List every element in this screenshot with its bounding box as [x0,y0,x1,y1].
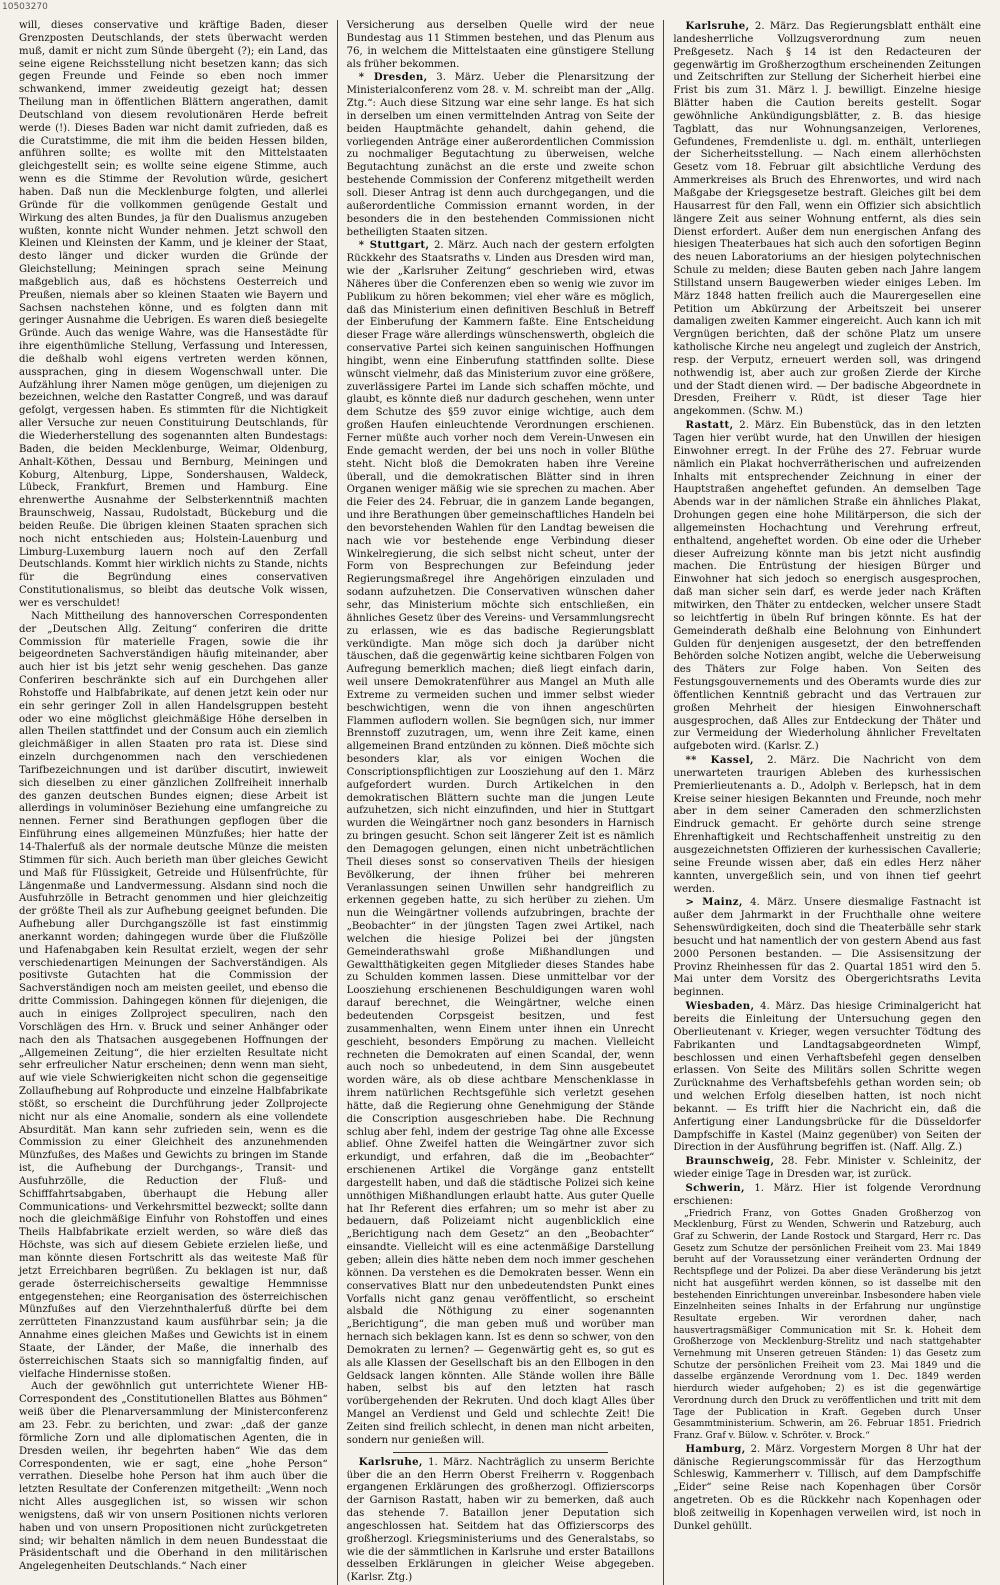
article-body: 28. Febr. Minister v. Schleinitz, der wieder einige Tage in Dresden war, ist zurück. [673,1156,981,1181]
article-body: 4. März. Unsere diesmalige Fastnacht ist außer dem Jahrmarkt in der Fruchthalle ohne weitere Sehenswürdigkeiten, doch sind die Theaterbälle sehr stark besucht und hat namentlich der von gestern Abend aus fast 2000 Personen bestanden. — Die Assisensitzung der Provinz Rheinhessen für das 2. Quartal 1851 wird den 5. Mai unter dem Vorsitz des Obergerichtsraths Levita beginnen. [673,897,981,999]
article-body: 4. März. Das hiesige Criminalgericht hat bereits die Einleitung der Untersuchung gegen den Oberlieutenant v. Krieger, wegen versuchter Tödtung des Fabrikanten und Landtagsabgeordneten Wimpf, beschlossen und einen Verhaftsbefehl gegen denselben erlassen. Von Seite des Militärs sollen Schritte wegen Zurücknahme des Verhaftsbefehls gethan worden sein; ob und welchen Erfolg dieselben hatten, ist noch nicht bekannt. — Es trifft hier die Nachricht ein, daß die Anfertigung einer Landungsbrücke für die Düsseldorfer Dampfschiffe in Kastel (Mainz gegenüber) von Seiten der Direction in der Ausführung begriffen ist. (Naff. Allg. Z.) [673,1001,981,1154]
news-article [673,1444,981,1534]
article-columns [10,8,990,1584]
page-number: 10503270 [2,2,48,12]
article-body: 2. März. Auch nach der gestern erfolgten Rückkehr des Staatsraths v. Linden aus Dresden wird man, wie der „Karlsruher Zeitung“ geschrieben wird, etwas Näheres über die Conferenzen eben so wenig wie zuvor im Publikum zu hören bekommen; viel eher wäre es möglich, daß das Ministerium einen definitiven Beschluß in Betreff der Einberufung der Kammern faßte. Eine Entscheidung dieser Frage wäre allerdings wünschenswerth, obgleich die conservative Partei sich keinen sanguinischen Hoffnungen hingibt, wenn eine Einberufung stattfinden sollte. Diese wünscht vielmehr, daß das Ministerium zuvor eine größere, zuverlässigere Partei im Lande sich schaffen möchte, und glaubt, es könnte dieß nur dadurch geschehen, wenn unter dem Schutze des §59 zuvor einige wichtige, auch dem großen Haufen einleuchtende Verordnungen erschienen. Ferner müßte auch vorher noch dem Verein-Unwesen ein Ende gemacht werden, der bei uns noch in voller Blüthe steht. Nicht bloß die Demokraten haben ihre Vereine überall, und die demokratischen Blätter sind in ihren Organen weniger mäßig wie sie sprechen zu machen. Aber die Feier des 24. Februar, die in ganzem Lande begangen, und ihre Berathungen über gemeinschaftliches Handeln bei den bevorstehenden Wahlen für den Landtag beweisen die nach wie vor bestehende enge Verbindung dieser Winkelregierung, die sich selbst nicht scheut, unter der Form von Besprechungen zur Befeindung jeder Regierungsmaßregel ihre Angehörigen einzuladen und sodann aufzuhetzen. Die Conservativen wünschen daher sehr, das Ministerium möchte sich entschließen, ein ähnliches Gesetz über des Vereins- und Versammlungsrecht zu erlassen, wie es das badische Regierungsblatt verkündigte. Man möge sich doch ja darüber nicht täuschen, daß die gegenwärtig keine sichtbaren Folgen von Aufregung bemerklich machen; dieß liegt einfach darin, weil unsere Demokratenführer aus Mangel an Muth alle Extreme zu vermeiden suchen und immer selbst wieder beschwichtigen, wenn die von ihnen angeschürten Flammen auflodern wollen. Sie begnügen sich, nur immer Brennstoff zuzutragen, um, wenn ihre Zeit kame, einen allgemeinen Brand entzünden zu können. Dieß möchte sich besonders klar, als vor einigen Wochen die Conscriptionspflichtigen zur Loosziehung auf den 1. März aufgefordert wurden. Durch Artikelchen in den demokratischen Blättern suchte man die jungen Leute aufzuhetzen, sich nicht einzufinden, und hier in Stuttgart wurden die Weingärtner noch ganz besonders in Harnisch zu bringen gesucht. Schon seit längerer Zeit ist es nämlich den Demagogen gelungen, einen nicht unbeträchtlichen Theil dieses sonst so conservativen Theils der hiesigen Bevölkerung, der ihnen früher bei mehreren Veranlassungen seinen Unwillen sehr handgreiflich zu erkennen gegeben hatte, zu sich herüber zu ziehen. Um nun die Weingärtner vollends aufzubringen, brachte der „Beobachter“ in der jüngsten Tagen zwei Artikel, nach welchen die hiesige Polizei bei der jüngsten Gemeinderathswahl große Mißhandlungen und Gewaltthätigkeiten gegen Mitglieder dieses Standes habe zu Schulden kommen lassen. Diese unmittelbar vor der Loosziehung erschienenen Beschuldigungen waren wohl darauf berechnet, die Weingärtner, welche einen bedeutenden Corpsgeist besitzen, und fest zusammenhalten, wenn Einem unter ihnen ein Unrecht geschieht, besonders Empörung zu machen. Vielleicht rechneten die Demokraten auf einen Scandal, der, wenn auch noch so unbedeutend, in dem Sinn ausgebeutet worden wäre, als ob diese achtbare Menschenklasse in ihrem natürlichen Rechtsgefühle sich verletzt gesehen hätte, daß die Regierung ohne Genehmigung der Stände die Conscription ausgeschrieben habe. Die Rechnung schlug aber fehl, indem der gestrige Tag ohne alle Excesse ablief. Ohne Zweifel hatten die Weingärtner zuvor sich erkundigt, und erfahren, daß die im „Beobachter“ erschienenen Artikel die Vorgänge ganz entstellt dargestellt haben, und daß die städtische Polizei sich keine unnöthigen Mißhandlungen erlaubt hatte. Aus guter Quelle hat Ihr Referent dies erfahren; um so mehr ist aber zu bedauern, daß Polizeiamt nicht augenblicklich eine „Berichtigung nach dem Gesetz“ an den „Beobachter“ einsandte. Vielleicht will es eine actenmäßige Darstellung geben; allein dies hätte neben dem noch immer geschehen können. Da verstehen es die Demokraten besser. Wenn ein conservatives Blatt nur den unbedeutendsten Punkt eines Vorfalls nicht ganz genau veröffentlicht, so erscheint alsbald die Nöthigung zu einer sogenannten „Berichtigung“, die man geben muß und worüber man hernach sich beklagen kann. Ist es denn so schwer, von den Demokraten zu lernen? — Gegenwärtig geht es, so gut es als alle Klassen der Gesellschaft bis an den Ellbogen in den Geldsack langen könnten. Alle Stände wollen ihre Bälle haben, selbst bis auf den letzten hat rasch vorübergehenden der Rekruten. Und doch klagt Alles über Mangel an Verdienst und Geld und schlechte Zeit! Die Zeiten sind freilich schlecht, in denen man nicht arbeiten, sondern nur genießen will. [346,240,655,1446]
news-article [673,420,981,754]
article-body: 3. März. Ueber die Plenarsitzung der Ministerialconferenz vom 28. v. M. schreibt man der „Allg. Ztg.“: Auch diese Sitzung war eine sehr lange. Es hat sich in derselben um einen vermittelnden Antrag von Seite der beiden Hauptmächte gehandelt, dahin gehend, die vorliegenden Anträge einer außerordentlichen Commission zu nochmaliger Begutachtung zu überweisen, welche Begutachtung zunächst an die erste und zweite schon bestehende Commission der Conferenz mitgetheilt werden soll. Dieser Antrag ist denn auch durchgegangen, und die außerordentliche Commission ernannt worden, in der besonders die in den bestehenden Commissionen nicht betheiligten Staaten sitzen. [346,72,655,238]
article-dateline: Rastatt, [685,420,734,432]
article-dateline: Hamburg, [685,1443,746,1455]
news-article [673,1156,981,1182]
article-paragraph: Nach Mittheilung des hannoverschen Correspondenten der „Deutschen Allg. Zeitung“ conferiren die dritte Commission für materielle Fragen, sowie die ihr beigeordneten Sachverständigen häufig miteinander, aber auch hier ist bis jetzt sehr wenig geschehen. Das ganze Conferiren beschränkte sich auf ein Durchgehen aller Rohstoffe und Halbfabrikate, auf denen jetzt kein oder nur ein sehr geringer Zoll in allen Handelsgruppen besteht oder wo eine möglichst gleichmäßige Höhe derselben in allen Theilen stattfindet und der Consum auch ein ziemlich gleichmäßiger in allen Staaten pro rata ist. Diese sind einzeln durchgenommen nach den verschiedenen Tarifbezeichnungen und ist darüber discutirt, inwieweit sich dieselben zu einer gänzlichen Zollfreiheit innerhalb des ganzen deutschen Bundes eignen; diese Arbeit ist allerdings in voluminöser Beziehung eine umfangreiche zu nennen. Ferner sind Berathungen gepflogen über die Einführung eines allgemeinen Münzfußes; hier hatte der 14-Thalerfuß als der normale deutsche Münze die meisten Stimmen für sich. Auch berieth man über gleiches Gewicht und Maß für Flüssigkeit, Getreide und Hülsenfrüchte, für Längenmaße und Landvermessung. Alsdann sind noch die Ausfuhrzölle in Betracht genommen und hier gleichzeitig der größte Theil als zur Aufhebung geeignet befunden. Die Aufhebung aller Durchgangszölle ist fast einstimmig anerkannt worden; dahingegen wurde über die Flußzölle und Hafenabgaben kein Resultat erzielt, wegen der sehr verschiedenartigen Meinungen der Sachverständigen. Als positivste Gutachten hat die Commission der Sachverständigen noch am meisten geeilet, und ebenso die dritte Commission. Dahingegen können für diejenigen, die auch in einiges Zollproject speculiren, nach den Vorschlägen des Hrn. v. Bruck und seiner Anhänger oder nach den als Thatsachen ausgegebenen Hoffnungen der „Allgemeinen Zeitung“, die hier erzielten Resultate nicht sehr erfreulicher Natur erscheinen; denn wenn man sieht, auf wie viele Schwierigkeiten nicht schon die gegenseitige Zollaufhebung auf Rohproducte und einzelne Halbfabrikate stößt, so erscheint die Durchführung jeder Zollprojecte nicht nur als eine Anomalie, sondern als eine vollendete Absurdität. Man kann sehr zufrieden sein, wenn es die Commission zu einer Gleichheit des anzunehmenden Münzfußes, des Maßes und Gewichts zu bringen im Stande ist, die Aufhebung der Durchgangs-, Transit- und Ausfuhrzölle, die Reduction der Fluß- und Schifffahrtsabgaben, überhaupt die Hebung aller Communications- und Verkehrsmittel bezweckt; sollte dann noch die gleichmäßige Einfuhr von Rohstoffen und eines Theils Halbfabrikate erzielt werden, so wäre dieß das Höchste, was sich auf diesem Gebiete erzielen ließe, und man könnte diesen Fortschritt als das weiteste Maß für jetzt Erreichbaren begrüßen. Zu beklagen ist nur, daß gerade österreichischerseits gewaltige Hemmnisse entgegenstehen; eine Reorganisation des österreichischen Münzfußes auf den Vierzehnthalerfuß dürfte bei dem zerrütteten Finanzzustand kaum ausführbar sein; ja die Annahme eines gleichen Maßes und Gewichts ist in einem Staate, der Länder, der Maße, die innerhalb des österreichischen Staats sich so mannigfaltig finden, auf vielfache Hindernisse stoßen. [19,610,328,1380]
article-body: 2. März. Ein Bubenstück, das in den letzten Tagen hier verübt wurde, hat den Unwillen der hiesigen Einwohner erregt. In der Frühe des 27. Februar wurde nämlich ein Plakat hochverrätherischen und aufreizenden Inhalts mit entsprechender Zeichnung in einer der Hauptstraßen angeheftet gefunden. An demselben Tage Abends war in der nämlichen Straße ein ähnliches Plakat, Drohungen gegen eine hohe Militärperson, die sich der allgemeinsten Hochachtung und Verehrung erfreut, enthaltend, angeheftet worden. Ob eine oder die Urheber dieser Aufreizung könnte man bis jetzt nicht ausfindig machen. Die Entrüstung der hiesigen Bürger und Einwohner hat sich jedoch so energisch ausgesprochen, daß man sicher sein darf, es werde jeder nach Kräften mitwirken, den Thäter zu entdecken, welcher unsere Stadt so leichtfertig in übeln Ruf bringen könnte. Es hat der Gemeinderath deßhalb eine Belohnung von Einhundert Gulden für denjenigen ausgesetzt, der den betreffenden Behörden solche Notizen angibt, welche die Ueberweisung des Thäters zur Folge haben. Von Seiten des Festungsgouvernements und des Oberamts wurde dies zur öffentlichen Kenntniß gebracht und das Vertrauen zur großen Mehrheit der hiesigen Einwohnerschaft ausgesprochen, daß Alles zur Entdeckung der Thäter und zur Vermeidung der Wiederholung ähnlicher Freveltaten aufgeboten wird. (Karlsr. Z.) [673,420,981,753]
article-dateline: Karlsruhe, [685,21,750,32]
article-dateline: * Stuttgart, [358,240,430,252]
column-1 [10,20,337,1585]
news-article [673,897,981,1000]
article-paragraph: Auch der gewöhnlich gut unterrichtete Wiener HB-Correspondent des „Constitutionellen Blattes aus Böhmen“ weiß über die Plenarversammlung der Ministerconferenz am 23. Febr. zu berichten, und zwar: „daß der ganze förmliche Zorn und alle diplomatischen Agenten, die in Dresden weilen, ihr begehrten haben“ Wie das dem Correspondenten, wie er sagt, eine „hohe Person“ verrathen. Dieselbe hohe Person hat ihm auch über die letzten Resultate der Conferenzen mitgetheilt: „Wenn noch nicht Alles ausgeglichen ist, so wissen wir schon wenigstens, daß wir von unsern Positionen nichts verloren haben und von unsern Propositionen nicht zurückgetreten sind; wir behalten nämlich in dem neuen Bundesstaat die Präsidentschaft und die Oberhand in den militärischen Angelegenheiten Deutschlands.“ Nach einer [19,1381,328,1573]
column-3 [663,20,990,1585]
article-paragraph: Versicherung aus derselben Quelle wird der neue Bundestag aus 11 Stimmen bestehen, und das Plenum aus 76, in welchem die Mittelstaaten eine günstigere Stellung als früher bekommen. [346,20,655,70]
column-2 [337,20,664,1585]
decree-text [673,1209,981,1443]
article-dateline: Karlsruhe, [358,1456,423,1468]
article-body: 1. März. Nachträglich zu unserm Berichte über die an den Herrn Oberst Freiherrn v. Roggenbach ergangenen Erklärungen des großherzogl. Offizierscorps der Garnison Rastatt, haben wir zu bemerken, daß auch das stehende 7. Bataillon jener Deputation sich angeschlossen hat. Seitdem hat das Offizierscorps des großherzogl. Kriegsministeriums und des Generalstabs, so wie die der sämmtlichen in Karlsruhe und erster Bataillons desselben Erklärungen in gleicher Weise abgegeben. (Karlsr. Ztg.) [346,1456,655,1584]
news-article [673,1001,981,1155]
article-dateline: * Dresden, [358,72,428,84]
article-dateline: Schwerin, [685,1182,745,1194]
decree-paragraph: „Friedrich Franz, von Gottes Gnaden Großherzog von Mecklenburg, Fürst zu Wenden, Schwerin und Ratzeburg, auch Graf zu Schwerin, der Lande Rostock und Stargard, Herr rc. Das Gesetz zum Schutze der persönlichen Freiheit vom 23. Mai 1849 beruht auf der Voraussetzung einer veränderten Ordnung der Rechtspflege und der Polizei. Da aber diese Veränderung bis jetzt nicht hat ausgeführt werden können, so ist dasselbe mit den bestehenden Einrichtungen unvereinbar. Insbesondere haben viele Einzelnheiten seines Inhalts in der Erfahrung nur ungünstige Resultate ergeben. Wir verordnen daher, nach hausvertragsmäßiger Communication mit Sr. k. Hoheit dem Großherzoge von Mecklenburg-Strelitz und nach stattgehabter Vernehmung mit Unseren getreuen Ständen: 1) das Gesetz zum Schutze der persönlichen Freiheit vom 23. Mai 1849 und die dasselbe ergänzende Verordnung vom 1. Dec. 1849 werden hierdurch wieder aufgehoben; 2) es ist die gegenwärtige Verordnung durch den Druck zu veröffentlichen und tritt mit dem Tage der Publication in Kraft. Gegeben durch Unser Gesammtministerium. Schwerin, am 26. Februar 1851. Friedrich Franz. Graf v. Bülow. v. Schröter. v. Brock.“ [673,1208,981,1441]
article-body: 2. März. Die Nachricht von dem unerwarteten traurigen Ableben des kurhessischen Premierlieutenants a. D., Adolph v. Berlepsch, hat in dem Kreise seiner hiesigen Bekannten und Freunde, noch mehr aber in dem seiner Cameraden den schmerzlichsten Eindruck gemacht. Er gehörte durch seine strenge Ehrenhaftigkeit und Rechtschaffenheit unstreitig zu den ausgezeichnetsten Offizieren der kurhessischen Cavallerie; seine Freunde wissen aber, daß ein edles Herz näher kannten, unvergeßlich sein, und von ihnen tief geehrt werden. [673,755,981,895]
news-article [347,240,655,1447]
article-dateline: Braunschweig, [685,1156,775,1168]
article-body: 1. März. Hier ist folgende Verordnung erschienen: [673,1182,981,1207]
news-article [673,755,981,896]
news-article [347,1457,655,1585]
news-article [673,1183,981,1209]
article-dateline: Wiesbaden, [685,1001,755,1013]
article-body: 2. März. Vorgestern Morgen 8 Uhr hat der dänische Regierungscommissär für das Herzogthum Schleswig, Kammerherr v. Tillisch, auf dem Dampfschiffe „Eider“ seine Reise nach Kopenhagen über Corsör angetreten. Ob es die Rückkehr nach Kopenhagen oder bloß zeitweilig in Kopenhagen verweilen wird, ist noch in Dunkel gehüllt. [673,1443,981,1532]
article-dateline: > Mainz, [685,897,743,909]
section-divider [393,1452,608,1453]
article-dateline: ** Kassel, [685,755,754,767]
news-article [347,72,655,239]
news-article [673,21,981,419]
article-body: 2. März. Das Regierungsblatt enthält eine landesherrliche Vollzugsverordnung zum neuen Preßgesetz. Nach § 14 ist den Redacteuren der gegenwärtig im Großherzogthum erscheinenden Zeitungen und Zeitschriften zur Stellung der Sicherheit hierbei eine Frist bis zum 31. März l. J. bewilligt. Einzelne hiesige Blätter haben die Caution bereits gestellt. Sogar gewöhnliche Ankündigungsblätter, z. B. das hiesige Tagblatt, das nur Wohnungsanzeigen, Verlorenes, Gefundenes, Fremdenliste u. dgl. m. enthält, unterliegen der Sicherheitsstellung. — Nach einem allerhöchsten Gesetz vom 18. Februar gilt absichtliche Verdung des Ammerkreises als Bruch des Ehrenwortes, und wird nach Maßgabe der Kriegsgesetze bestraft. Gleiches gilt bei dem Hausarrest für den Fall, wenn ein Offizier sich absichtlich längere Zeit aus seiner Wohnung entfernt, als dies sein Dienst erfordert. Außer dem nun energischen Anfang des hiesigen Theaterbaues hat sich auch den sofortigen Beginn des neuen Laboratoriums an der hiesigen polytechnischen Schule zu melden; diese Bauten geben nach Jahre langem Stillstand unsern Baugewerben wieder einiges Leben. Im März 1848 hatten freilich auch die Maurergesellen eine Petition um Abkürzung der Arbeitszeit bei unserer damaligen zweiten Kammer eingereicht. Auch kann ich mit Vergnügen berichten, daß der schöne Platz um unsere katholische Kirche neu angelegt und zugleich der Anstrich, resp. der Verputz, erneuert werden soll, was dringend nothwendig ist, aber auch zur großen Zierde der Kirche und der Stadt dienen wird. — Der badische Abgeordnete in Dresden, Freiherr v. Rüdt, ist dieser Tage hier angekommen. (Schw. M.) [673,21,981,418]
article-paragraph: will, dieses conservative und kräftige Baden, dieser Grenzposten Deutschlands, der stets überwacht werden muß, damit er nicht zum Sünde übergeht (?); ein Land, das seine eigene Reichsstellung nicht besetzen kann; das sich gegen Freunde und Feinde so eben noch immer schwankend, immer zweideutig gezeigt hat; dessen Theilung man in öffentlichen Blättern angerathen, damit Deutschland von diesem revolutionären Herde befreit werde (!). Dieses Baden war nicht damit zufrieden, daß es die Curatstimme, die mit ihm die beiden Hessen bilden, anführen sollte; es wollte mit den Mittelstaaten gleichgestellt sein; es wollte seine eigene Stimme, auch wenn es die Stimme der Revolution würde, gesichert haben. Daß nun die Mecklenburge folgten, und allerlei Gründe für die vollkommen genügende Gestalt und Wirkung des alten Bundes, ja für den Dualismus anzugeben wußten, konnte nicht Wunder nehmen. Jetzt schwoll den Kleinen und Kleinsten der Kamm, und je kleiner der Staat, desto länger und dicker wurden die Gründe der Gleichstellung; Meiningen sprach seine Meinung maßgeblich aus, daß es höchstens Oesterreich und Preußen, niemals aber so kleinen Staaten wie Bayern und Sachsen nachstehen könne, und es folgten dann mit geringer Ausnahme die Uebrigen. Es waren dieß besiegelte Gründe. Auch das wenige Wahre, was die Hansestädte für ihre eigenthümliche Stellung, Verfassung und Interessen, die deßhalb wohl eigens vertreten werden können, aussprachen, ging in diesem Wogenschwall unter. Die Aufzählung ihrer Namen möge genügen, um diejenigen zu bezeichnen, welche den Rastatter Congreß, und was darauf gefolgt, vergessen haben. Es stimmten für die Nichtigkeit aller Versuche zur neuen Constituirung Deutschlands, für die Wiederherstellung des sogenannten alten Bundestags: Baden, die beiden Mecklenburge, Weimar, Oldenburg, Anhalt-Köthen, Dessau und Bernburg, Meiningen und Koburg, Altenburg, Lippe, Sondershausen, Waldeck, Lübeck, Frankfurt, Bremen und Hamburg. Eine ehrenwerthe Ausnahme der Selbsterkenntniß machten Braunschweig, Nassau, Rudolstadt, Bückeburg und die beiden Reuße. Die übrigen kleinen Staaten sprachen sich noch nicht entschieden aus; Holstein-Lauenburg und Limburg-Luxemburg lauern noch auf den Zerfall Deutschlands. Kommt hier wirklich nichts zu Stande, nichts für die Begründung eines conservativen Constitutionalismus, so bleibt das deutsche Volk wissen, wer es verschuldet! [19,20,328,609]
